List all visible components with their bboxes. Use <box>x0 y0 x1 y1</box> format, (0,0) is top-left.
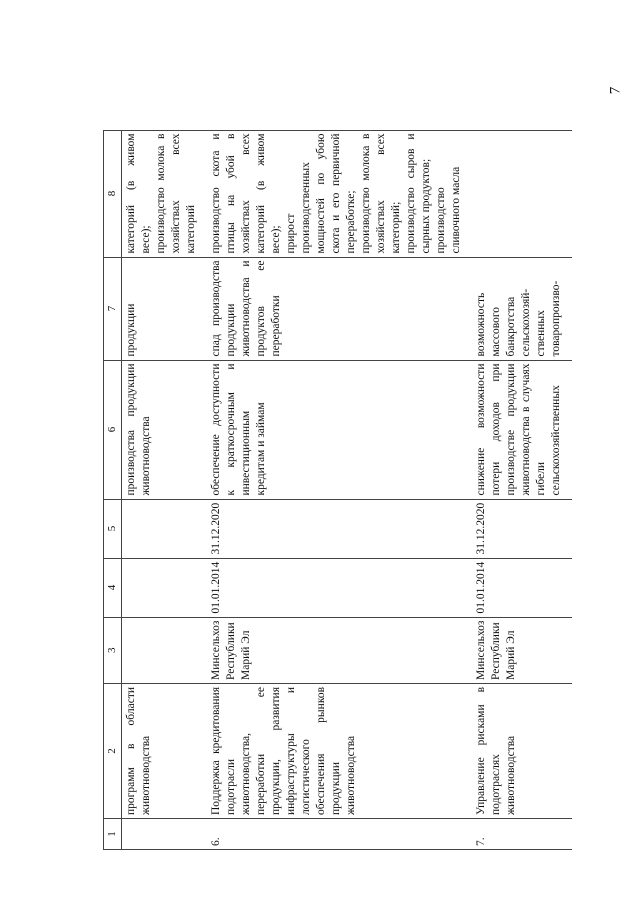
executor <box>122 617 208 683</box>
expected-result: снижение возможности потери доходов при производстве продукции животноводства в случаях гибели сельскохозяйственных <box>472 360 572 499</box>
consequences: продукции <box>122 257 208 360</box>
indicators: производство скота и птицы на убой в хозяйствах всех категорий (в живом весе); прирост производственных мощностей по убою скота и его первичной переработке; производство молока в хозяйствах всех категорий; производство сыров и сырных продуктов; производство сливочного масла <box>207 130 472 257</box>
page-number: 7 <box>607 86 624 95</box>
indicators: категорий (в живом весе); производство молока в хозяйствах всех категорий <box>122 130 208 257</box>
table-row <box>207 130 472 849</box>
table-row <box>122 130 208 849</box>
start-date: 01.01.2014 <box>207 558 472 617</box>
rotated-page-content <box>68 60 588 850</box>
measure-name: программ в области животноводства <box>122 684 208 819</box>
executor: Минсельхоз Республики Марий Эл <box>207 617 472 683</box>
end-date: 31.12.2020 <box>207 499 472 558</box>
end-date: 31.12.2020 <box>472 499 572 558</box>
expected-result: производства продукции животноводства <box>122 360 208 499</box>
indicators <box>472 130 572 257</box>
row-number: 6. <box>207 819 472 850</box>
end-date <box>122 499 208 558</box>
consequences: возможность массового банкротства сельскохозяй-ственных товаропроизво- <box>472 257 572 360</box>
start-date <box>122 558 208 617</box>
table-header-row <box>104 130 122 849</box>
table-row <box>472 130 572 849</box>
header-col-1: 1 <box>104 819 122 850</box>
header-col-7: 7 <box>104 257 122 360</box>
consequences: спад производства продукции животноводства и продуктов ее переработки <box>207 257 472 360</box>
expected-result: обеспечение доступности к краткосрочным и инвестиционным кредитам и займам <box>207 360 472 499</box>
header-col-6: 6 <box>104 360 122 499</box>
measure-name: Управление рисками в подотраслях животноводства <box>472 684 572 819</box>
measures-table <box>103 130 572 850</box>
row-number <box>122 819 208 850</box>
measure-name: Поддержка кредитования подотрасли животноводства, переработки ее продукции, развития инфраструктуры и логистического обеспечения рынков продукции животноводства <box>207 684 472 819</box>
start-date: 01.01.2014 <box>472 558 572 617</box>
header-col-8: 8 <box>104 130 122 257</box>
header-col-5: 5 <box>104 499 122 558</box>
row-number: 7. <box>472 819 572 850</box>
header-col-4: 4 <box>104 558 122 617</box>
header-col-3: 3 <box>104 617 122 683</box>
executor: Минсельхоз Республики Марий Эл <box>472 617 572 683</box>
header-col-2: 2 <box>104 684 122 819</box>
